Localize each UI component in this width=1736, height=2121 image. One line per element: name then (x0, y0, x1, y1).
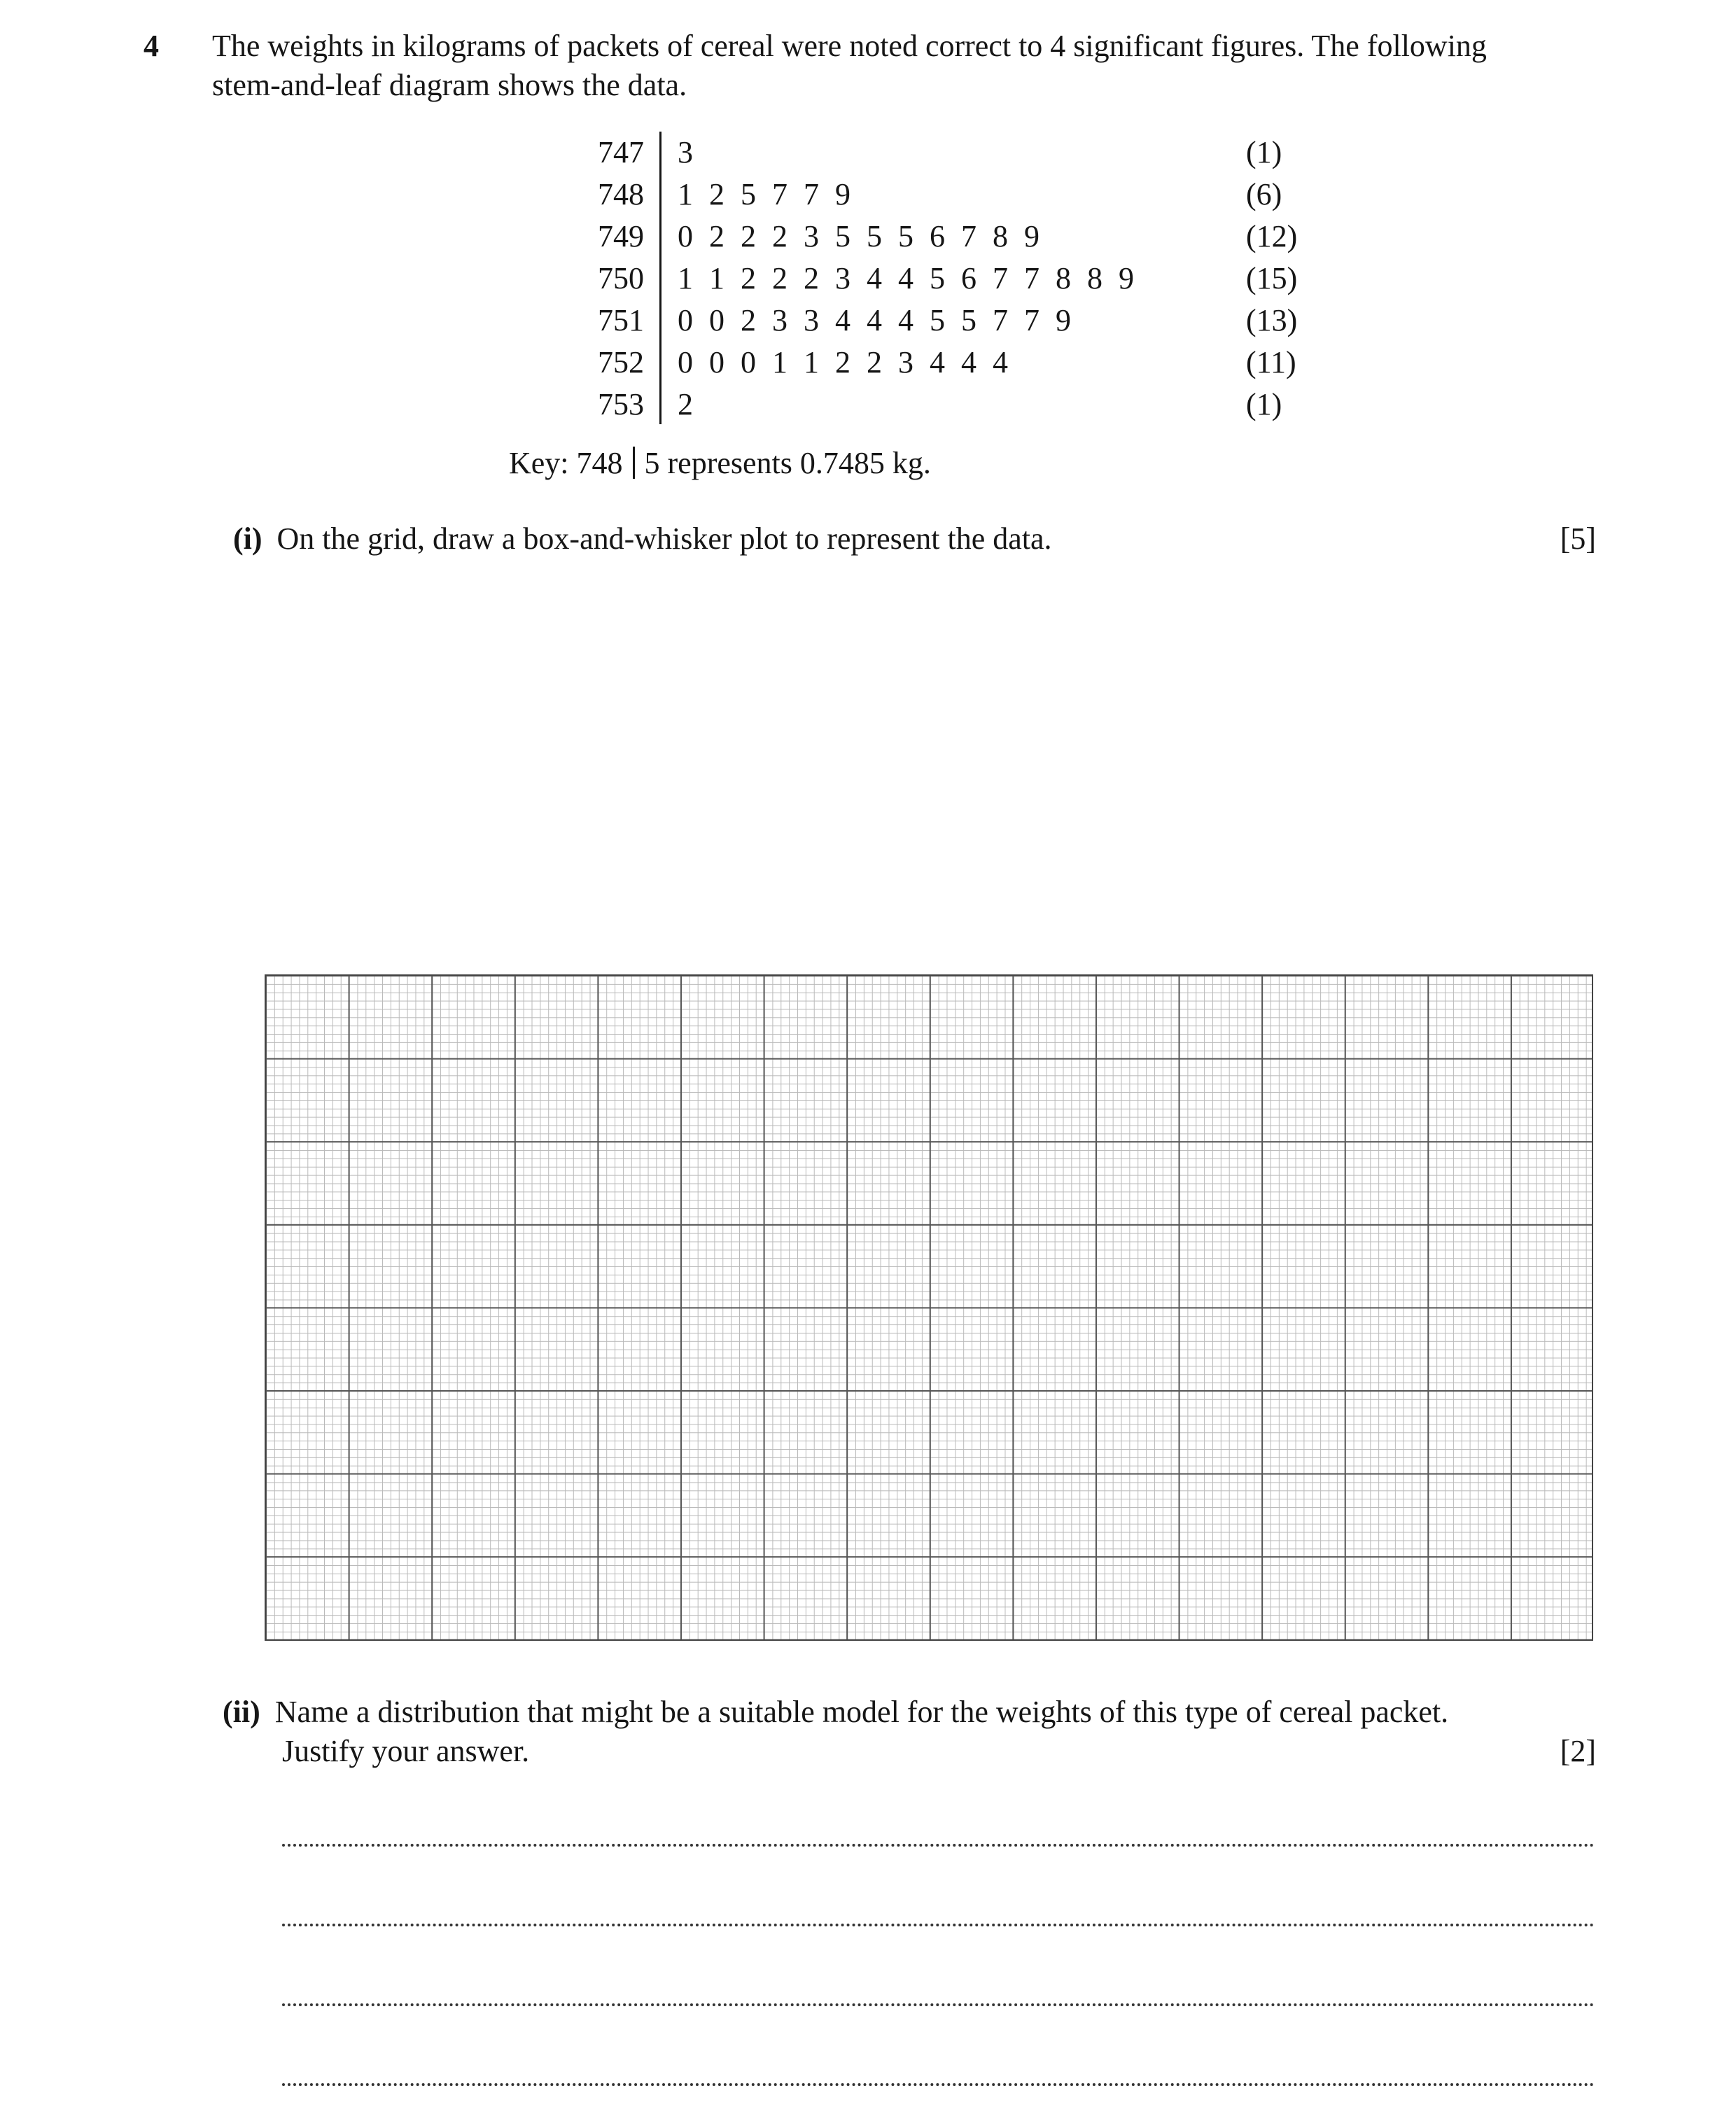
graph-paper-grid[interactable] (265, 974, 1593, 1641)
stem-value: 751 (598, 303, 644, 337)
row-count: (15) (1246, 261, 1298, 295)
row-count: (6) (1246, 177, 1282, 211)
stem-row (574, 258, 1344, 300)
row-count: (12) (1246, 219, 1298, 253)
stem-row (574, 384, 1344, 426)
part-ii-text-line-1: Name a distribution that might be a suitable model for the weights of this type of cereal packet. (274, 1695, 1449, 1729)
question-number: 4 (144, 29, 159, 63)
answer-line[interactable] (282, 2083, 1595, 2086)
key-stem: 748 (576, 446, 623, 480)
row-count: (13) (1246, 303, 1298, 337)
leaf-values: 0 0 0 1 1 2 2 3 4 4 4 (678, 345, 1008, 379)
stem-value: 749 (598, 219, 644, 253)
part-i-label: (i) (233, 522, 262, 556)
part-i-prompt (233, 519, 1052, 559)
intro-line-1: The weights in kilograms of packets of cereal were noted correct to 4 significant figures. The following (212, 29, 1487, 63)
key-divider (633, 447, 635, 479)
part-ii-marks: [2] (1560, 1734, 1596, 1768)
stem-value: 752 (598, 345, 644, 379)
intro-line-2: stem-and-leaf diagram shows the data. (212, 68, 687, 102)
row-count: (1) (1246, 387, 1282, 421)
part-ii-text-line-2: Justify your answer. (282, 1734, 530, 1768)
answer-line[interactable] (282, 2003, 1595, 2006)
stem-row (574, 342, 1344, 384)
stem-row (574, 216, 1344, 258)
row-count: (11) (1246, 345, 1296, 379)
key-label: Key: (509, 446, 569, 480)
stem-and-leaf-diagram (574, 132, 1344, 426)
stem-value: 747 (598, 135, 644, 169)
stem-value: 748 (598, 177, 644, 211)
stem-value: 753 (598, 387, 644, 421)
leaf-values: 0 2 2 2 3 5 5 5 6 7 8 9 (678, 219, 1040, 253)
stem-leaf-key (509, 444, 931, 483)
stem-value: 750 (598, 261, 644, 295)
leaf-values: 0 0 2 3 3 4 4 4 5 5 7 7 9 (678, 303, 1071, 337)
key-text: 5 represents 0.7485 kg. (644, 446, 931, 480)
stem-row (574, 300, 1344, 342)
answer-line[interactable] (282, 1844, 1595, 1847)
stem-row (574, 132, 1344, 174)
leaf-values: 1 1 2 2 2 3 4 4 5 6 7 7 8 8 9 (678, 261, 1134, 295)
question-intro (212, 27, 1612, 105)
part-i-text: On the grid, draw a box-and-whisker plot to represent the data. (276, 522, 1052, 556)
answer-line[interactable] (282, 1924, 1595, 1926)
row-count: (1) (1246, 135, 1282, 169)
part-i-marks: [5] (1560, 522, 1596, 556)
stem-row (574, 174, 1344, 216)
leaf-values: 1 2 5 7 7 9 (678, 177, 850, 211)
leaf-values: 3 (678, 135, 693, 169)
leaf-values: 2 (678, 387, 693, 421)
part-ii-label: (ii) (223, 1695, 260, 1729)
part-ii-prompt (223, 1693, 1448, 1732)
